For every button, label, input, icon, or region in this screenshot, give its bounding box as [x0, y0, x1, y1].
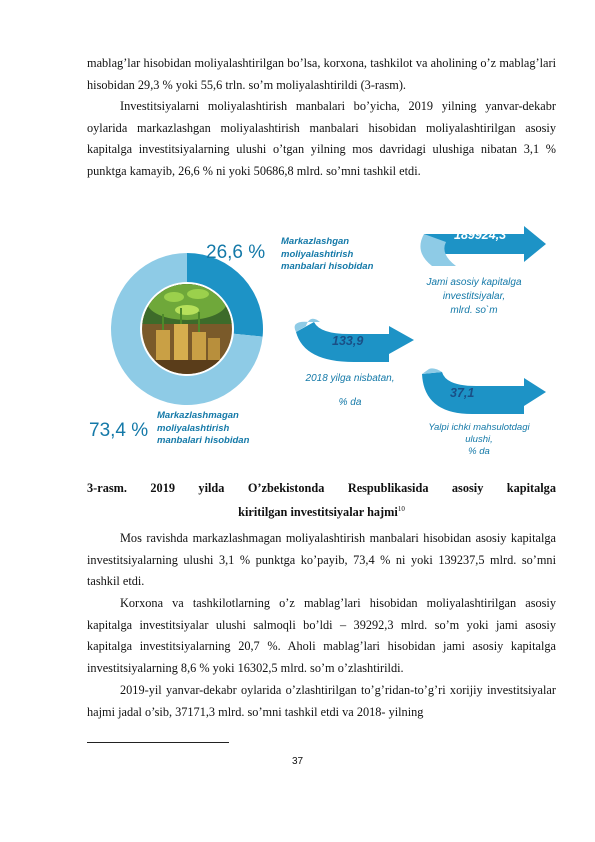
- paragraph-2: Investitsiyalarni moliyalashtirish manbalari bo’yicha, 2019 yilning yanvar-dekabr oylarida markazlashgan moliyalashtirish manbalari hisobidan moliyalashtirilgan asosiy kapitalga investitsiyalarning ulushi o’tgan yilning mos davridagi ulushiga nibatan 3,1 % punktga kamayib, 26,6 % ni yoki 50686,8 mlrd. so’mni tashkil etdi.: [87, 99, 556, 178]
- footnote-separator: [87, 742, 229, 743]
- plant-coins-image: [142, 284, 232, 374]
- figure-caption: [87, 478, 556, 523]
- caption-word: O’zbekistonda: [247, 481, 325, 495]
- caption-word: kapitalga: [506, 481, 556, 495]
- arrow-gdp: [422, 368, 546, 414]
- footnote-ref: 10: [397, 505, 405, 513]
- pct-centralized: 26,6 %: [206, 242, 266, 263]
- investment-infographic: [84, 222, 564, 468]
- value-growth: 133,9: [332, 334, 364, 348]
- caption-word: 2019: [150, 481, 175, 495]
- label-total: Jami asosiy kapitalga investitsiyalar, mlrd. so`m: [426, 277, 522, 316]
- paragraph-5: 2019-yil yanvar-dekabr oylarida o’zlashtirilgan to’g’ridan-to’g’ri xorijiy investitsiyalar hajmi jadal o’sib, 37171,3 mlrd. so’mni tashkil etdi va 2018- yilning: [87, 683, 556, 719]
- value-gdp: 37,1: [450, 386, 475, 400]
- label-decentralized: Markazlashmagan moliyalashtirish manbalari hisobidan: [157, 410, 250, 446]
- caption-word: yilda: [198, 481, 225, 495]
- label-centralized: Markazlashgan moliyalashtirish manbalari hisobidan: [281, 236, 374, 272]
- caption-line-2: kiritilgan investitsiyalar hajmi$^{10}$: [238, 505, 405, 520]
- caption-word: 3-rasm.: [87, 481, 127, 495]
- pct-decentralized: 73,4 %: [89, 420, 149, 441]
- caption-line-1: [87, 478, 556, 499]
- paragraph-3: Mos ravishda markazlashmagan moliyalashtirish manbalari hisobidan asosiy kapitalga investitsiyalarning ulushi 3,1 % punktga ko’payib, 73,4 % ni yoki 139237,5 mlrd. so’mni tashkil etdi.: [87, 531, 556, 589]
- caption-word: Respublikasida: [347, 481, 429, 495]
- paragraph-1: mablag’lar hisobidan moliyalashtirilgan bo’lsa, korxona, tashkilot va aholining o’z mablag’lari hisobidan 29,3 % yoki 55,6 trln. so’m moliyalashtirildi (3-rasm).: [87, 56, 556, 92]
- label-growth: 2018 yilga nisbatan, % da: [305, 373, 395, 408]
- page-number: 37: [291, 756, 304, 767]
- paragraph-4: Korxona va tashkilotlarning o’z mablag’lari hisobidan moliyalashtirilgan asosiy kapitalga investitsiyalar ulushi salmoqli bo’ldi – 39292,3 mlrd. so’m yoki jami asosiy kapitalga investitsiyalarning 20,7 %. Aholi mablag’lari hisobidan jami asosiy kapitalga investitsiyalarning 8,6 % yoki 16302,5 mlrd. so’m o’zlashtirildi.: [87, 596, 556, 675]
- caption-word: asosiy: [451, 481, 484, 495]
- label-gdp: Yalpi ichki mahsulotdagi ulushi, % da: [428, 422, 530, 457]
- value-total: 189924,3: [454, 228, 507, 242]
